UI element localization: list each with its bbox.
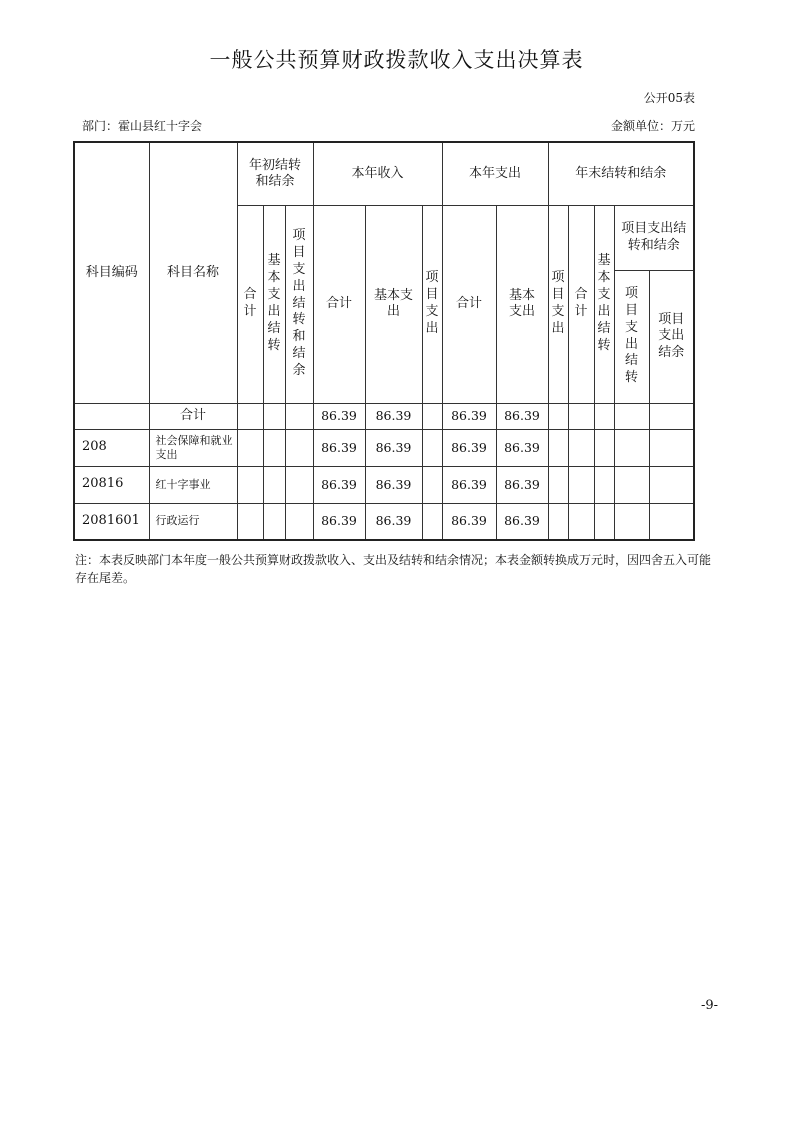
header-closing-project-carry: 项目支出结转 — [614, 270, 649, 403]
department-label: 部门：霍山县红十字会 — [82, 119, 203, 133]
row-income-total: 86.39 — [313, 466, 365, 503]
header-code: 科目编码 — [74, 142, 149, 403]
header-income-project: 项目支出 — [422, 205, 442, 403]
row-name: 合计 — [149, 403, 237, 429]
page-title: 一般公共预算财政拨款收入支出决算表 — [209, 48, 584, 72]
header-opening-project: 项目支出结转和结余 — [285, 205, 313, 403]
row-income-total: 86.39 — [313, 403, 365, 429]
row-income-basic: 86.39 — [365, 503, 422, 540]
row-income-basic: 86.39 — [365, 429, 422, 466]
header-expense: 本年支出 — [442, 142, 548, 205]
row-expense-basic: 86.39 — [496, 403, 548, 429]
page-number: -9- — [700, 998, 718, 1013]
row-code: 20816 — [74, 466, 149, 503]
header-closing-basic: 基本支出结转 — [594, 205, 614, 403]
row-income-basic: 86.39 — [365, 466, 422, 503]
row-code: 208 — [74, 429, 149, 466]
row-expense-total: 86.39 — [442, 429, 496, 466]
header-closing-project-group: 项目支出结转和结余 — [614, 205, 694, 270]
header-opening-total: 合计 — [237, 205, 263, 403]
row-expense-basic: 86.39 — [496, 503, 548, 540]
row-name: 行政运行 — [149, 503, 237, 540]
row-expense-total: 86.39 — [442, 503, 496, 540]
row-income-total: 86.39 — [313, 429, 365, 466]
header-name: 科目名称 — [149, 142, 237, 403]
header-income-total: 合计 — [313, 205, 365, 403]
header-closing: 年末结转和结余 — [548, 142, 694, 205]
header-expense-basic: 基本支出 — [496, 205, 548, 403]
row-name: 社会保障和就业支出 — [149, 429, 237, 466]
header-income-basic: 基本支出 — [365, 205, 422, 403]
table-note: 注：本表反映部门本年度一般公共预算财政拨款收入、支出及结转和结余情况；本表金额转换成万元时，因四舍五入可能存在尾差。 — [75, 553, 712, 585]
row-income-total: 86.39 — [313, 503, 365, 540]
table-row — [74, 466, 694, 503]
row-expense-total: 86.39 — [442, 403, 496, 429]
form-number: 公开05表 — [643, 91, 695, 105]
row-income-basic: 86.39 — [365, 403, 422, 429]
unit-label: 金额单位：万元 — [610, 119, 695, 133]
row-expense-basic: 86.39 — [496, 429, 548, 466]
row-expense-basic: 86.39 — [496, 466, 548, 503]
header-closing-total: 合计 — [568, 205, 594, 403]
row-code — [74, 403, 149, 429]
table-row — [74, 429, 694, 466]
header-income: 本年收入 — [313, 142, 442, 205]
header-opening: 年初结转和结余 — [237, 142, 313, 205]
budget-table — [73, 141, 695, 541]
table-row — [74, 403, 694, 429]
row-code: 2081601 — [74, 503, 149, 540]
table-row — [74, 503, 694, 540]
header-opening-basic: 基本支出结转 — [263, 205, 285, 403]
header-closing-project-exp: 项目支出 — [548, 205, 568, 403]
header-closing-project-balance: 项目支出结余 — [649, 270, 694, 403]
row-expense-total: 86.39 — [442, 466, 496, 503]
header-expense-total: 合计 — [442, 205, 496, 403]
row-name: 红十字事业 — [149, 466, 237, 503]
